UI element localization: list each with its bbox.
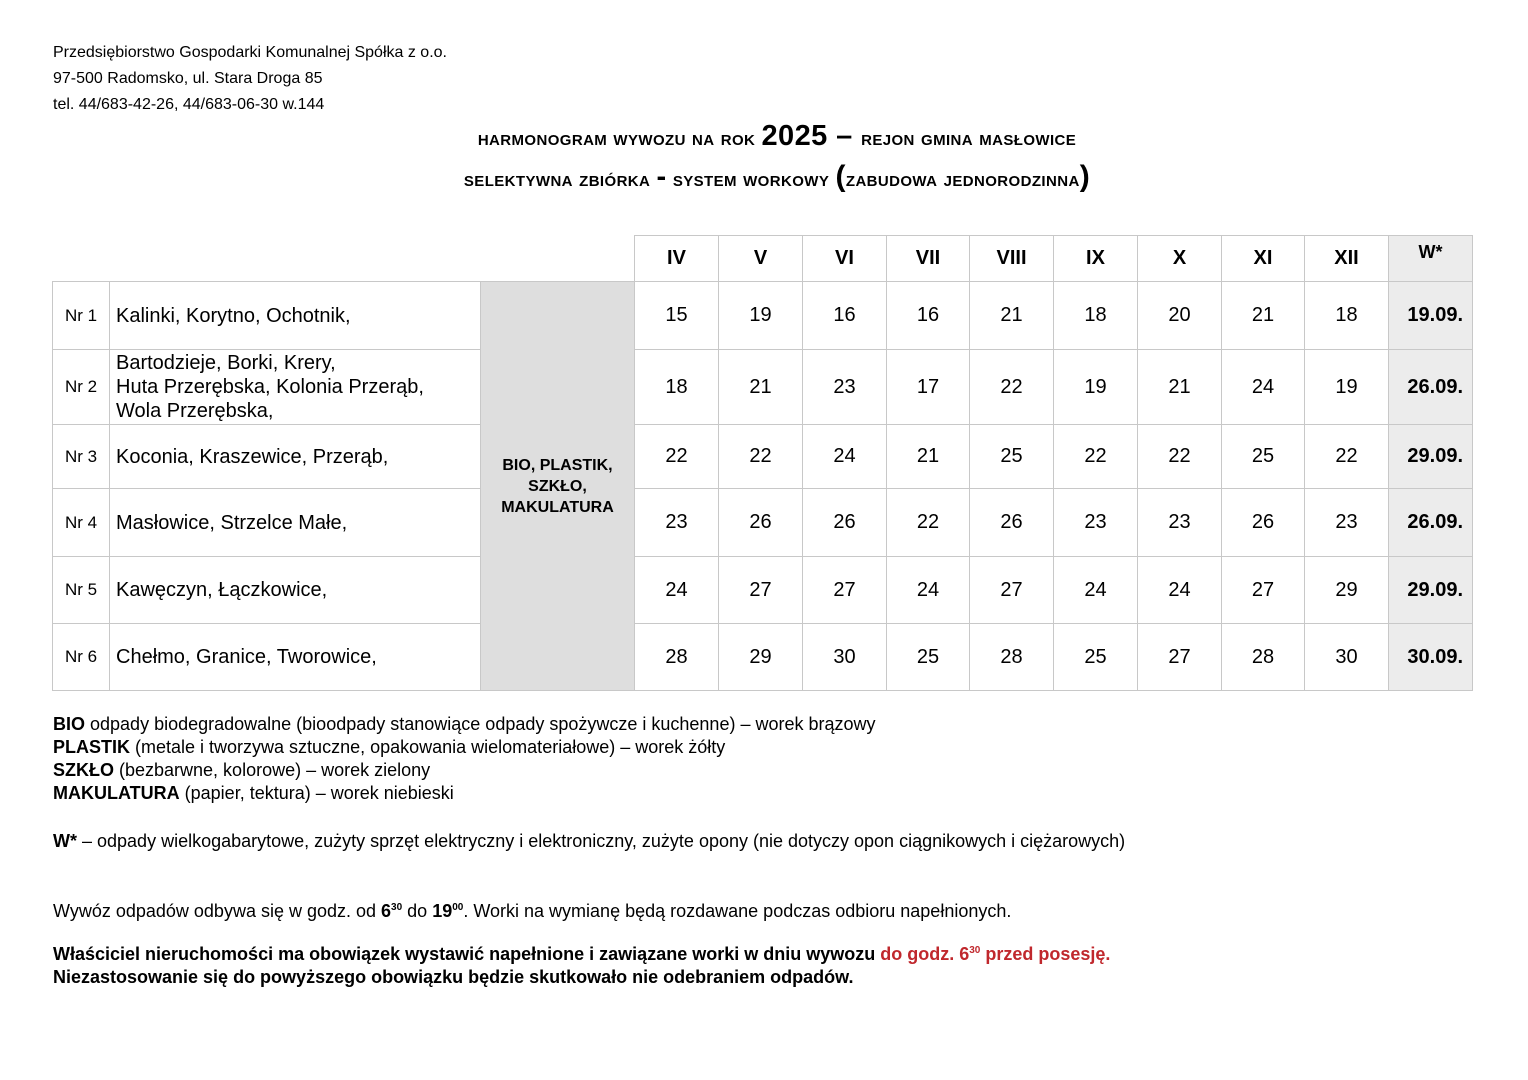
- pickup-day: 19: [1305, 350, 1389, 425]
- legend-desc: (bezbarwne, kolorowe) – worek zielony: [114, 760, 431, 780]
- hours-text: . Worki na wymianę będą rozdawane podczas odbioru napełnionych.: [463, 901, 1012, 921]
- hours-end-hour: 19: [432, 901, 453, 921]
- pickup-day: 26: [719, 489, 803, 557]
- legend-item: [53, 782, 876, 805]
- header-blank: [53, 236, 110, 282]
- bulky-waste-date: 26.09.: [1389, 489, 1473, 557]
- pickup-day: 24: [803, 425, 887, 489]
- legend-desc: odpady biodegradowalne (bioodpady stanowiące odpady spożywcze i kuchenne) – worek brązowy: [85, 714, 876, 734]
- pickup-day: 27: [970, 557, 1054, 624]
- pickup-day: 19: [719, 282, 803, 350]
- title-year: 2025: [761, 120, 828, 152]
- pickup-day: 24: [635, 557, 719, 624]
- hours-text: do: [402, 901, 433, 921]
- month-header: IX: [1054, 236, 1138, 282]
- pickup-day: 20: [1138, 282, 1222, 350]
- pickup-day: 27: [803, 557, 887, 624]
- legend-desc: (papier, tektura) – worek niebieski: [179, 783, 454, 803]
- month-header: X: [1138, 236, 1222, 282]
- pickup-day: 23: [1138, 489, 1222, 557]
- pickup-day: 18: [1054, 282, 1138, 350]
- legend-item: [53, 759, 876, 782]
- pickup-day: 28: [635, 624, 719, 691]
- subtitle-dash: -: [656, 161, 667, 193]
- pickup-day: 27: [1222, 557, 1305, 624]
- legend-term: PLASTIK: [53, 737, 131, 757]
- company-address: 97-500 Radomsko, ul. Stara Droga 85: [53, 70, 323, 87]
- row-places: Kawęczyn, Łączkowice,: [110, 557, 481, 624]
- pickup-day: 25: [1054, 624, 1138, 691]
- pickup-day: 26: [1222, 489, 1305, 557]
- pickup-day: 21: [1138, 350, 1222, 425]
- pickup-day: 21: [719, 350, 803, 425]
- title-region: rejon gmina masłowice: [861, 127, 1077, 150]
- company-name: Przedsiębiorstwo Gospodarki Komunalnej Spółka z o.o.: [53, 44, 447, 61]
- month-header: VII: [887, 236, 970, 282]
- pickup-day: 22: [635, 425, 719, 489]
- pickup-day: 18: [1305, 282, 1389, 350]
- schedule-table: [52, 235, 1473, 691]
- obligation-deadline: do godz. 6: [880, 944, 970, 964]
- pickup-day: 29: [719, 624, 803, 691]
- row-number: Nr 5: [53, 557, 110, 624]
- row-places: Chełmo, Granice, Tworowice,: [110, 624, 481, 691]
- obligation-line2: Niezastosowanie się do powyższego obowiązku będzie skutkowało nie odebraniem odpadów.: [53, 967, 854, 987]
- table-row: [53, 624, 1473, 691]
- bulky-waste-date: 29.09.: [1389, 425, 1473, 489]
- table-row: [53, 350, 1473, 425]
- legend-term: SZKŁO: [53, 760, 114, 780]
- pickup-day: 30: [1305, 624, 1389, 691]
- row-places: Masłowice, Strzelce Małe,: [110, 489, 481, 557]
- pickup-day: 21: [1222, 282, 1305, 350]
- pickup-day: 26: [970, 489, 1054, 557]
- subtitle-inner: zabudowa jednorodzinna: [845, 168, 1080, 191]
- hours-text: Wywóz odpadów odbywa się w godz. od: [53, 901, 382, 921]
- pickup-day: 25: [1222, 425, 1305, 489]
- bulky-waste-date: 26.09.: [1389, 350, 1473, 425]
- pickup-day: 28: [1222, 624, 1305, 691]
- title-dash: –: [827, 120, 862, 152]
- header-blank: [481, 236, 635, 282]
- legend-desc: (metale i tworzywa sztuczne, opakowania wielomateriałowe) – worek żółty: [130, 737, 726, 757]
- subtitle-part2: system workowy: [666, 168, 836, 191]
- pickup-day: 24: [1054, 557, 1138, 624]
- month-header: V: [719, 236, 803, 282]
- legend-term: MAKULATURA: [53, 783, 180, 803]
- legend-item: [53, 713, 876, 736]
- pickup-day: 25: [887, 624, 970, 691]
- pickup-day: 22: [719, 425, 803, 489]
- pickup-day: 22: [1054, 425, 1138, 489]
- pickup-day: 22: [887, 489, 970, 557]
- obligation-deadline-min: 30: [969, 945, 981, 956]
- row-places: Bartodzieje, Borki, Krery, Huta Przerębska, Kolonia Przerąb, Wola Przerębska,: [110, 350, 481, 425]
- pickup-day: 28: [970, 624, 1054, 691]
- subtitle-close-paren: ): [1079, 160, 1091, 193]
- row-places: Kalinki, Korytno, Ochotnik,: [110, 282, 481, 350]
- pickup-day: 23: [1054, 489, 1138, 557]
- row-number: Nr 6: [53, 624, 110, 691]
- table-row: [53, 425, 1473, 489]
- hours-note: [53, 900, 1011, 923]
- pickup-day: 26: [803, 489, 887, 557]
- obligation-text: Właściciel nieruchomości ma obowiązek wystawić napełnione i zawiązane worki w dniu wywozu: [53, 944, 881, 964]
- month-header: XI: [1222, 236, 1305, 282]
- pickup-day: 22: [1138, 425, 1222, 489]
- row-number: Nr 4: [53, 489, 110, 557]
- header-row: [53, 236, 1473, 282]
- pickup-day: 19: [1054, 350, 1138, 425]
- obligation-line1: [53, 943, 1110, 966]
- hours-start-hour: 6: [381, 901, 392, 921]
- hours-start-min: 30: [391, 902, 403, 913]
- pickup-day: 25: [970, 425, 1054, 489]
- company-phone: tel. 44/683-42-26, 44/683-06-30 w.144: [53, 96, 325, 113]
- pickup-day: 24: [1138, 557, 1222, 624]
- month-header: IV: [635, 236, 719, 282]
- pickup-day: 23: [803, 350, 887, 425]
- subtitle-part1: selektywna zbiórka: [463, 168, 657, 191]
- document-subtitle: [0, 160, 1528, 194]
- bulky-waste-date: 29.09.: [1389, 557, 1473, 624]
- pickup-day: 29: [1305, 557, 1389, 624]
- pickup-day: 27: [1138, 624, 1222, 691]
- pickup-day: 22: [970, 350, 1054, 425]
- table-row: [53, 282, 1473, 350]
- bulky-waste-date: 19.09.: [1389, 282, 1473, 350]
- pickup-day: 24: [1222, 350, 1305, 425]
- title-part: harmonogram wywozu na rok: [477, 127, 762, 150]
- obligation-note: [53, 943, 1110, 989]
- pickup-day: 21: [887, 425, 970, 489]
- pickup-day: 16: [887, 282, 970, 350]
- row-number: Nr 2: [53, 350, 110, 425]
- pickup-day: 30: [803, 624, 887, 691]
- legend-item: [53, 736, 876, 759]
- pickup-day: 27: [719, 557, 803, 624]
- w-header: W*: [1389, 236, 1473, 282]
- row-number: Nr 3: [53, 425, 110, 489]
- pickup-day: 23: [1305, 489, 1389, 557]
- pickup-day: 23: [635, 489, 719, 557]
- row-number: Nr 1: [53, 282, 110, 350]
- legend: [53, 713, 876, 805]
- pickup-day: 22: [1305, 425, 1389, 489]
- table-row: [53, 557, 1473, 624]
- hours-end-min: 00: [452, 902, 464, 913]
- pickup-day: 17: [887, 350, 970, 425]
- month-header: VIII: [970, 236, 1054, 282]
- w-note-desc: – odpady wielkogabarytowe, zużyty sprzęt elektryczny i elektroniczny, zużyte opony (nie dotyczy opon ciągnikowych i ciężarowych): [77, 831, 1126, 851]
- pickup-day: 21: [970, 282, 1054, 350]
- table-row: [53, 489, 1473, 557]
- pickup-day: 18: [635, 350, 719, 425]
- w-note: [53, 830, 1125, 853]
- subtitle-open-paren: (: [835, 160, 846, 193]
- obligation-place: przed posesję.: [980, 944, 1111, 964]
- month-header: XII: [1305, 236, 1389, 282]
- legend-term: BIO: [53, 714, 86, 734]
- pickup-day: 24: [887, 557, 970, 624]
- w-note-term: W*: [53, 831, 77, 851]
- month-header: VI: [803, 236, 887, 282]
- row-places: Koconia, Kraszewice, Przerąb,: [110, 425, 481, 489]
- bulky-waste-date: 30.09.: [1389, 624, 1473, 691]
- pickup-day: 16: [803, 282, 887, 350]
- document-title: [0, 120, 1528, 153]
- pickup-day: 15: [635, 282, 719, 350]
- header-blank: [110, 236, 481, 282]
- waste-category: BIO, PLASTIK, SZKŁO, MAKULATURA: [481, 282, 635, 691]
